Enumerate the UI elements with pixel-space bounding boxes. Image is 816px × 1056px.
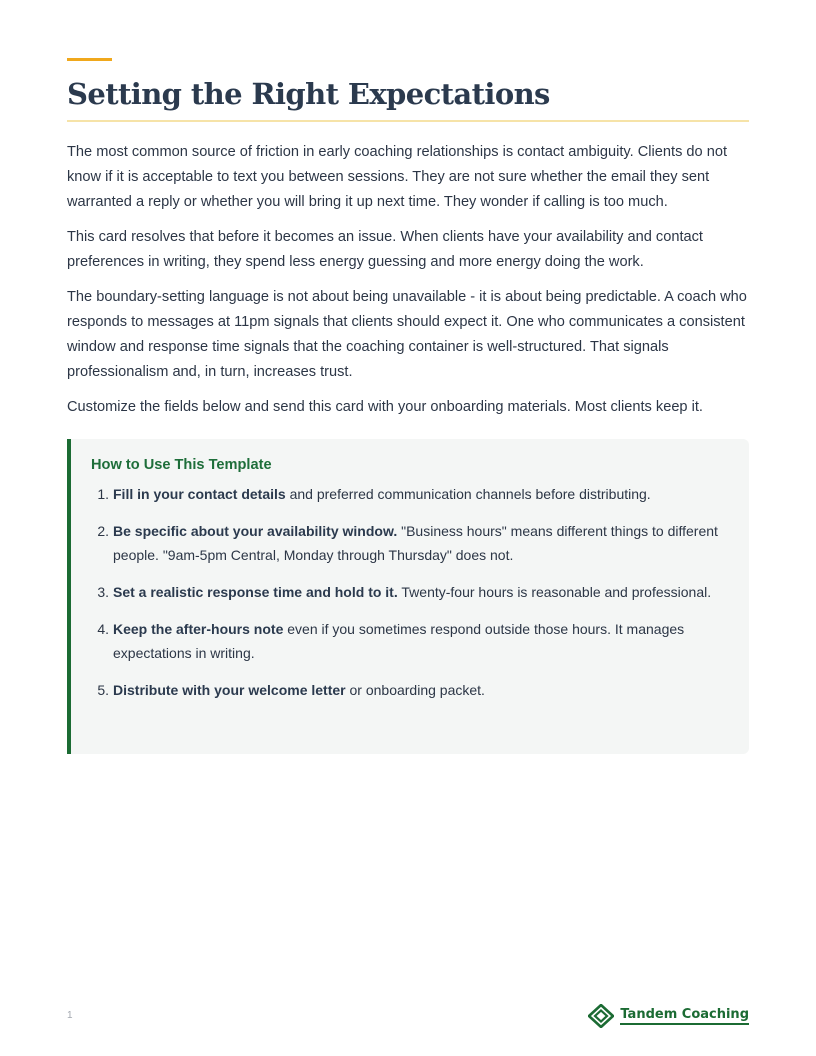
step-bold-text: Keep the after-hours note bbox=[113, 621, 284, 637]
intro-paragraph: The boundary-setting language is not about being unavailable - it is about being predictable. A coach who responds to messages at 11pm signals that clients should expect it. One who communicates a consistent window and response time signals that the coaching container is well-structured. That signals professionalism and, in turn, increases trust. bbox=[67, 289, 747, 380]
brand-name: Tandem Coaching bbox=[620, 1007, 749, 1025]
step-bold-text: Set a realistic response time and hold to it. bbox=[113, 584, 398, 600]
intro-paragraph: This card resolves that before it becomes an issue. When clients have your availability and contact preferences in writing, they spend less energy guessing and more energy doing the work. bbox=[67, 229, 703, 270]
step-item bbox=[91, 678, 731, 702]
step-number: 3. bbox=[97, 584, 109, 600]
step-item bbox=[91, 617, 731, 665]
step-item bbox=[91, 482, 731, 506]
step-text: and preferred communication channels before distributing. bbox=[285, 486, 651, 502]
step-item bbox=[91, 519, 731, 567]
intro-paragraph: The most common source of friction in early coaching relationships is contact ambiguity. Clients do not know if it is acceptable to text you between sessions. They are not sure whether the email they sent warranted a reply or whether you will bring it up next time. They wonder if calling is too much. bbox=[67, 144, 727, 210]
title-accent-bar bbox=[67, 58, 112, 61]
step-text: "Business hours" means different things to different people. "9am-5pm Central, Monday through Thursday" does not. bbox=[113, 523, 718, 563]
intro-section bbox=[67, 140, 749, 430]
how-to-callout bbox=[67, 439, 749, 754]
step-text: even if you sometimes respond outside those hours. It manages expectations in writing. bbox=[113, 621, 685, 661]
steps-list bbox=[91, 482, 731, 715]
step-bold-text: Fill in your contact details bbox=[113, 486, 286, 502]
diamond-logo-icon bbox=[588, 1004, 614, 1028]
step-number: 5. bbox=[97, 682, 109, 698]
step-number: 2. bbox=[97, 523, 109, 539]
brand-logo bbox=[588, 1004, 749, 1028]
step-number: 4. bbox=[97, 621, 109, 637]
step-bold-text: Distribute with your welcome letter bbox=[113, 682, 346, 698]
intro-paragraph: Customize the fields below and send this card with your onboarding materials. Most clients keep it. bbox=[67, 399, 703, 415]
callout-title: How to Use This Template bbox=[91, 457, 272, 473]
page-number: 1 bbox=[67, 1010, 73, 1021]
step-bold-text: Be specific about your availability window. bbox=[113, 523, 398, 539]
page-title: Setting the Right Expectations bbox=[67, 77, 550, 111]
step-item bbox=[91, 580, 731, 604]
step-number: 1. bbox=[97, 486, 109, 502]
step-text: or onboarding packet. bbox=[345, 682, 485, 698]
step-text: Twenty-four hours is reasonable and professional. bbox=[397, 584, 712, 600]
title-divider bbox=[67, 120, 749, 122]
